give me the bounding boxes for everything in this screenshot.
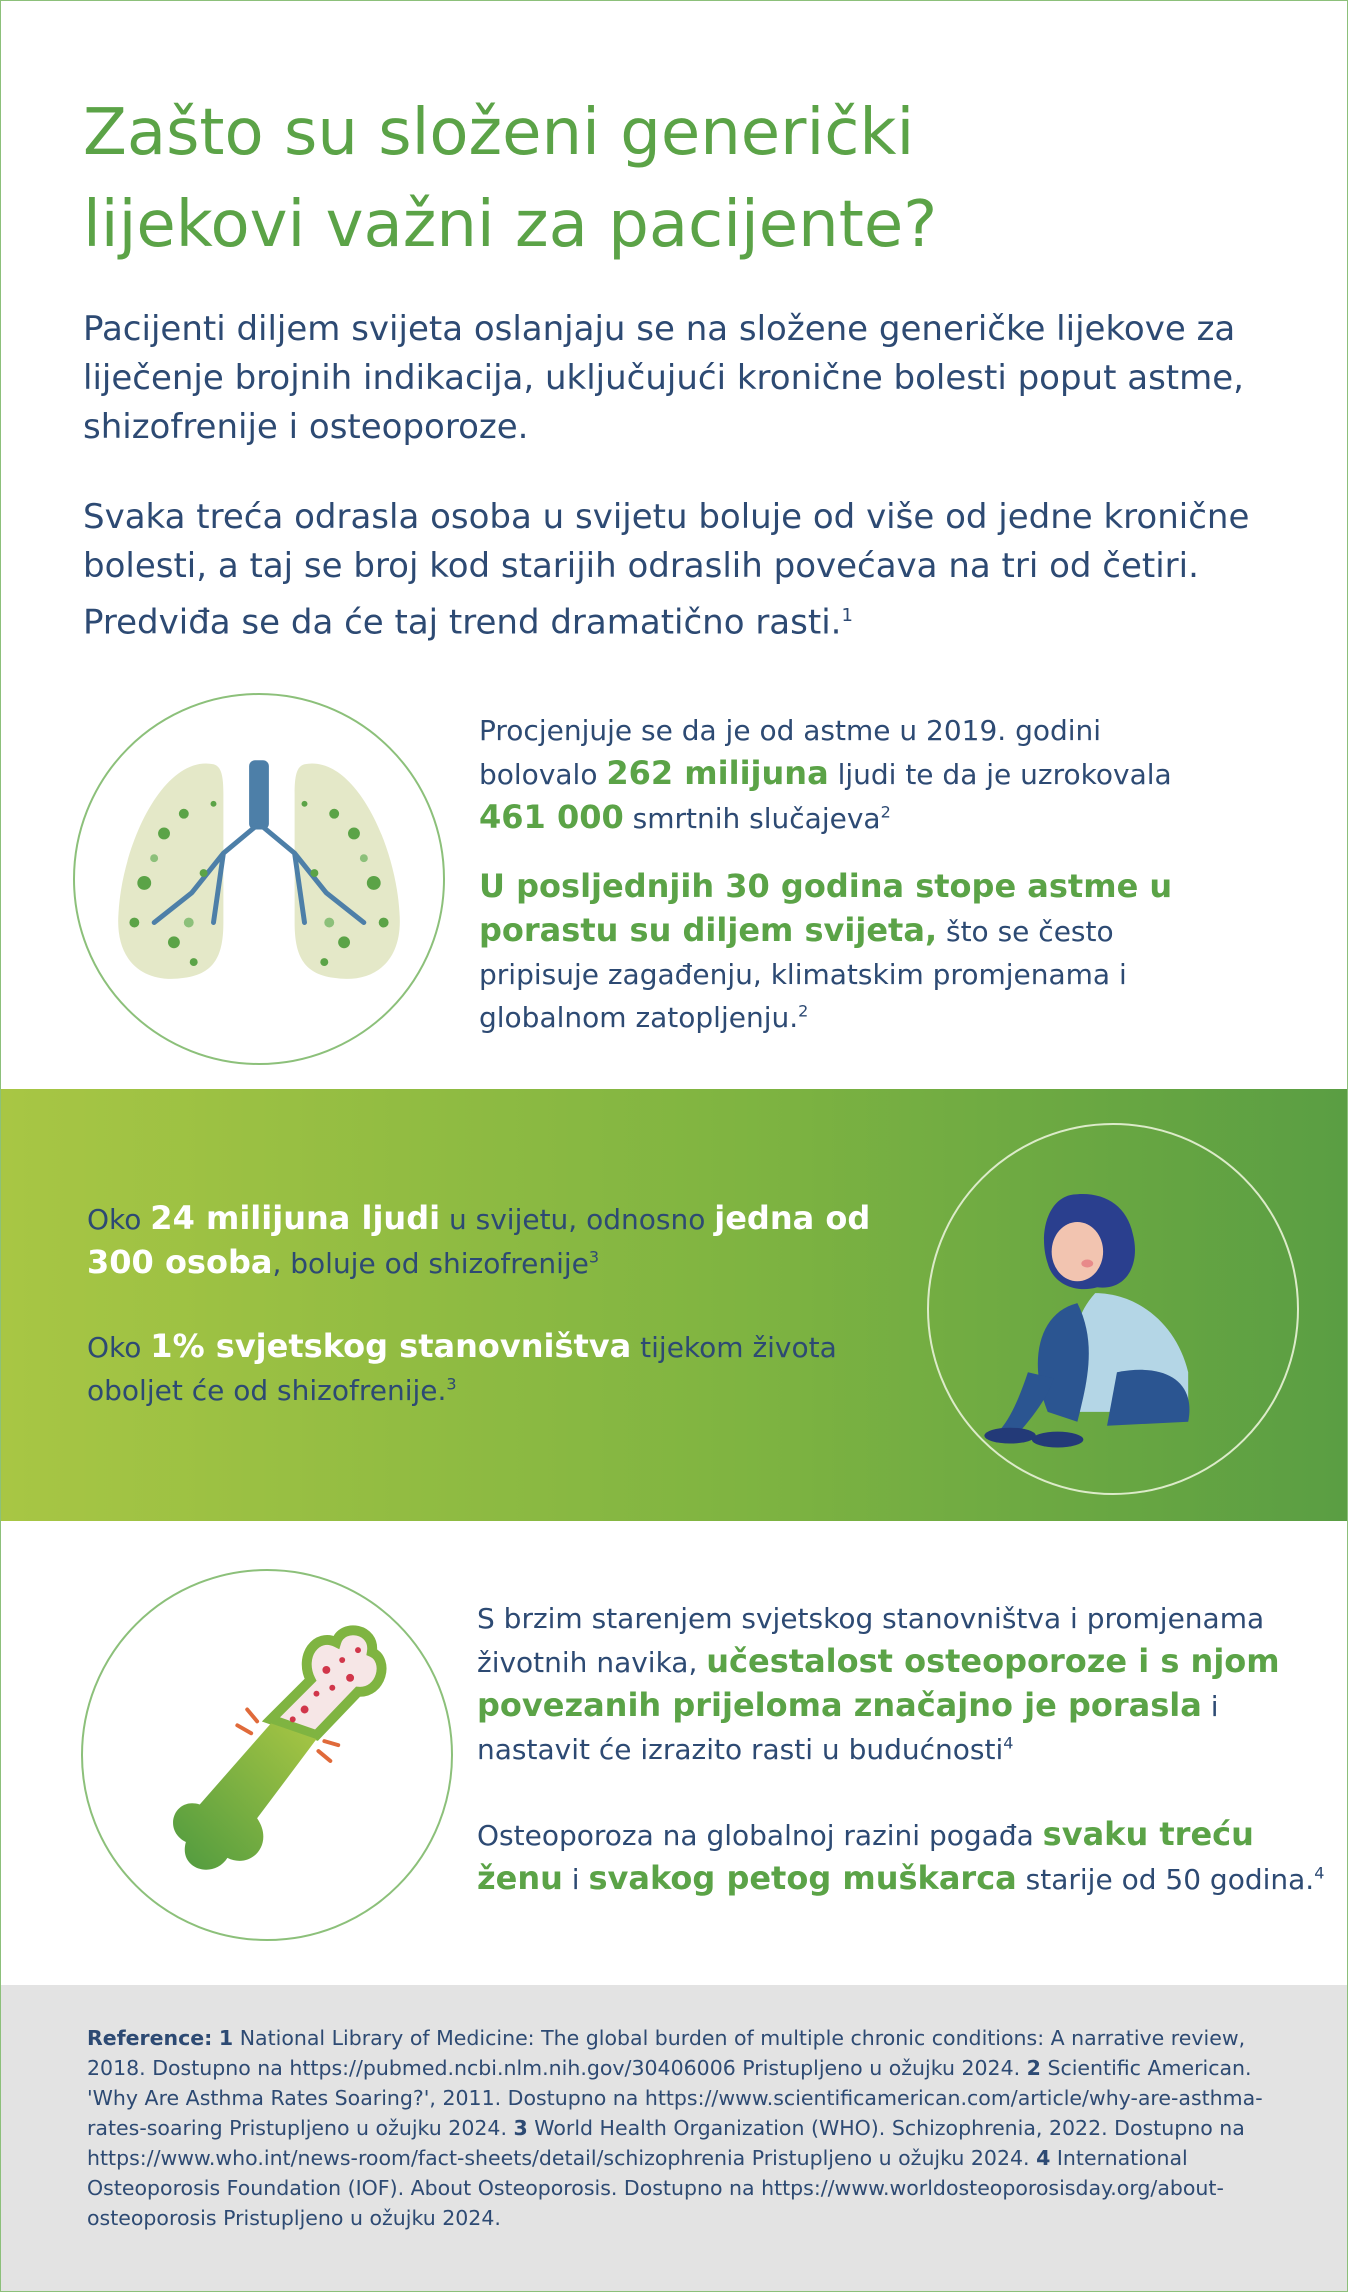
ref-marker: 3 xyxy=(588,1247,600,1267)
title-line-1: Zašto su složeni generički xyxy=(83,96,915,170)
broken-bone-icon xyxy=(81,1569,453,1941)
highlight-262-million: 262 milijuna xyxy=(606,754,829,792)
sad-person-icon xyxy=(927,1123,1299,1495)
lungs-icon xyxy=(73,693,445,1065)
page-title xyxy=(83,87,1263,271)
highlight-one-in-300: jedna od 300 osoba xyxy=(87,1199,871,1281)
ref-marker: 2 xyxy=(798,1001,809,1021)
intro-paragraph-1: Pacijenti diljem svijeta oslanjaju se na složene generičke lijekove za liječenje brojnih indikacija, uključujući kronične bolesti poput astme, shizofrenije i osteoporoze. xyxy=(83,309,1244,447)
highlight-1-percent: 1% svjetskog stanovništva xyxy=(150,1327,632,1365)
ref-marker: 4 xyxy=(1003,1733,1014,1753)
ref-marker: 1 xyxy=(841,605,853,626)
osteoporosis-paragraph-1: S brzim starenjem svjetskog stanovništva i promjenama životnih navika, učestalost osteoporoze i s njom povezanih prijeloma značajno je porasla i nastavit će izrazito rasti u budućnosti$^4$ xyxy=(477,1602,1280,1766)
schizophrenia-paragraph-1: Oko 24 milijuna ljudi u svijetu, odnosno jedna od 300 osoba, boluje od shizofrenije$^3$ xyxy=(87,1199,871,1281)
title-line-2: lijekovi važni za pacijente? xyxy=(83,188,938,262)
schizophrenia-paragraph-2: Oko 1% svjetskog stanovništva tijekom života oboljet će od shizofrenije.$^3$ xyxy=(87,1327,837,1407)
ref-marker: 2 xyxy=(880,802,891,822)
references-text: Reference: 1 National Library of Medicine: The global burden of multiple chronic conditions: A narrative review, 2018. Dostupno na https://pubmed.ncbi.nlm.nih.gov/30406006 Pristupljeno u ožujku 2024. 2 Scientific American. 'Why Are Asthma Rates Soaring?', 2011. Dostupno na https://www.scientificamerican.com/article/why-are-asthma-rates-soaring Pristupljeno u ožujku 2024. 3 World Health Organization (WHO). Schizophrenia, 2022. Dostupno na https://www.who.int/news-room/fact-sheets/detail/schizophrenia Pristupljeno u ožujku 2024. 4 International Osteoporosis Foundation (IOF). About Osteoporosis. Dostupno na https://www.worldosteoporosisday.org/about-osteoporosis Pristupljeno u ožujku 2024. xyxy=(87,2026,1263,2230)
ref-marker: 4 xyxy=(1314,1863,1325,1883)
osteoporosis-paragraph-2: Osteoporoza na globalnoj razini pogađa svaku treću ženu i svakog petog muškarca starije od 50 godina.$^4$ xyxy=(477,1815,1325,1897)
highlight-osteoporosis-increase: učestalost osteoporoze i s njom povezanih prijeloma značajno je porasla xyxy=(477,1642,1280,1724)
intro-paragraph-2: Svaka treća odrasla osoba u svijetu boluje od više od jedne kronične bolesti, a taj se broj kod starijih odraslih povećava na tri od četiri. Predviđa se da će taj trend dramatično rasti.$^1$ xyxy=(83,497,1250,643)
highlight-one-in-three-women: svaku treću ženu xyxy=(477,1815,1254,1897)
highlight-24-million: 24 milijuna ljudi xyxy=(150,1199,441,1237)
highlight-one-in-five-men: svakog petog muškarca xyxy=(588,1859,1017,1897)
ref-marker: 3 xyxy=(446,1374,457,1394)
asthma-paragraph-1: Procjenjuje se da je od astme u 2019. godini bolovalo 262 milijuna ljudi te da je uzrokovala 461 000 smrtnih slučajeva$^2$ xyxy=(479,714,1172,836)
highlight-asthma-rates: U posljednjih 30 godina stope astme u porastu su diljem svijeta, xyxy=(479,867,1173,949)
references-section xyxy=(1,1985,1347,2291)
asthma-paragraph-2: U posljednjih 30 godina stope astme u porastu su diljem svijeta, što se često pripisuje zagađenju, klimatskim promjenama i globalnom zatopljenju.$^2$ xyxy=(479,867,1173,1034)
highlight-461000: 461 000 xyxy=(479,798,624,836)
